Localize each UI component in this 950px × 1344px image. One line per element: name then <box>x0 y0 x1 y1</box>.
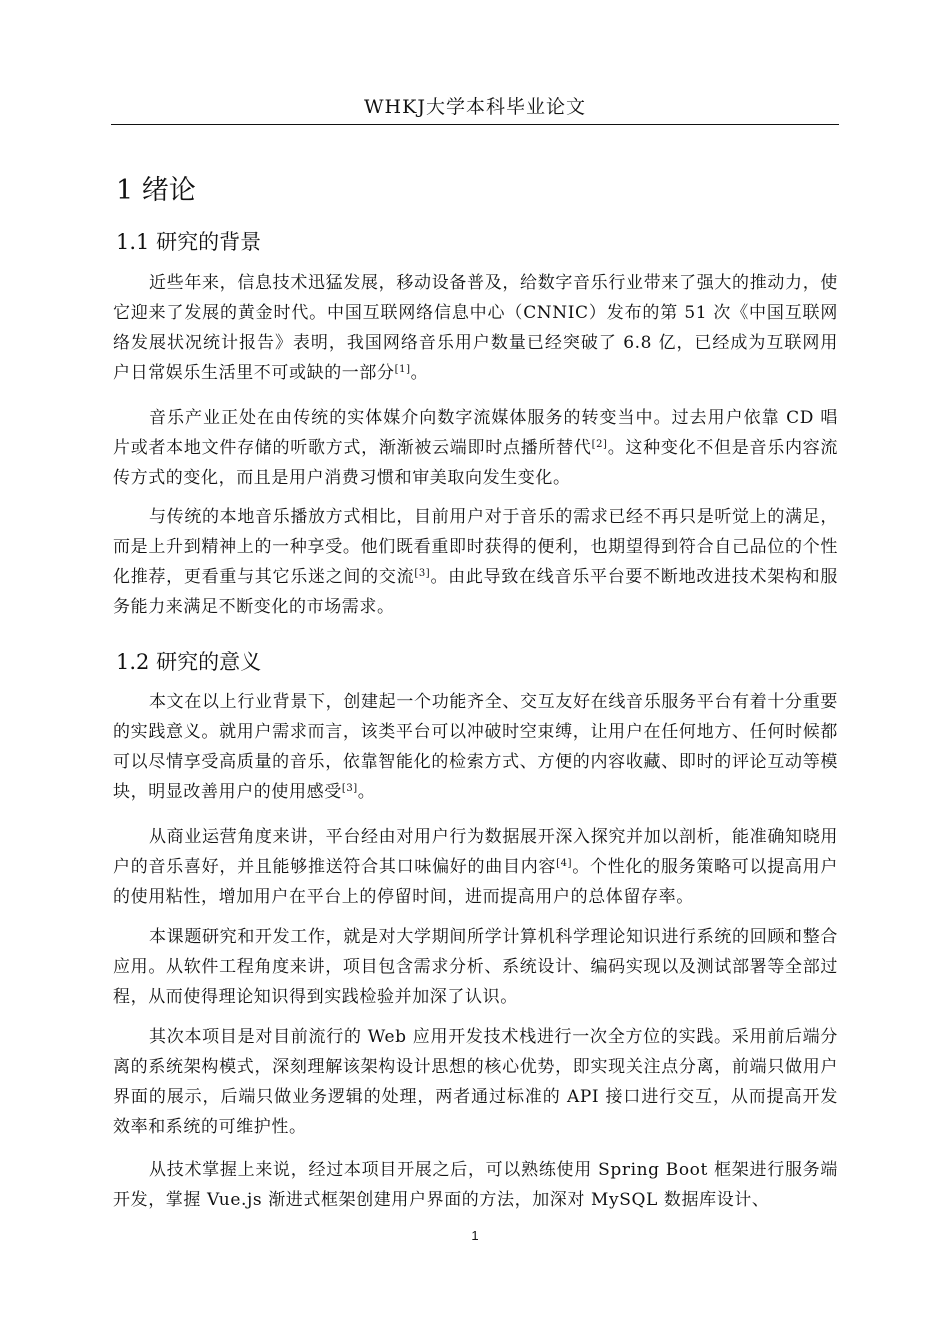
paragraph <box>113 687 838 807</box>
paragraph-tail: 。 <box>410 363 429 383</box>
running-header: WHKJ大学本科毕业论文 <box>364 96 586 118</box>
paragraph-text: 从技术掌握上来说，经过本项目开展之后，可以熟练使用 Spring Boot 框架进行服务端开发，掌握 Vue.js 渐进式框架创建用户界面的方法，加深对 MySQL 数据库设计、 <box>113 1160 838 1210</box>
section-title-1-1: 1.1 研究的背景 <box>116 230 262 254</box>
paragraph <box>113 502 838 622</box>
header-rule <box>111 124 839 125</box>
citation: [3] <box>414 568 431 579</box>
paragraph <box>113 1022 838 1142</box>
paragraph-text: 音乐产业正处在由传统的实体媒介向数字流媒体服务的转变当中。过去用户依靠 CD 唱片或者本地文件存储的听歌方式，渐渐被云端即时点播所替代 <box>113 408 838 458</box>
paragraph-tail: 。由此导致在线音乐平台要不断地改进技术架构和服务能力来满足不断变化的市场需求。 <box>113 567 838 617</box>
paragraph <box>113 403 838 493</box>
paragraph-text: 近些年来，信息技术迅猛发展，移动设备普及，给数字音乐行业带来了强大的推动力，使它迎来了发展的黄金时代。中国互联网络信息中心（CNNIC）发布的第 51 次《中国互联网络发展状况统计报告》表明，我国网络音乐用户数量已经突破了 6.8 亿，已经成为互联网用户日常娱乐生活里不可或缺的一部分 <box>113 273 838 383</box>
citation: [3] <box>341 783 358 794</box>
paragraph <box>113 1155 838 1215</box>
citation: [2] <box>591 439 608 450</box>
paragraph-text: 其次本项目是对目前流行的 Web 应用开发技术栈进行一次全方位的实践。采用前后端分离的系统架构模式，深刻理解该架构设计思想的核心优势，即实现关注点分离，前端只做用户界面的展示，后端只做业务逻辑的处理，两者通过标准的 API 接口进行交互，从而提高开发效率和系统的可维护性。 <box>113 1027 838 1137</box>
section-title-1-2: 1.2 研究的意义 <box>116 650 262 674</box>
paragraph-text: 从商业运营角度来讲，平台经由对用户行为数据展开深入探究并加以剖析，能准确知晓用户的音乐喜好，并且能够推送符合其口味偏好的曲目内容 <box>113 827 838 877</box>
page-number: 1 <box>471 1228 479 1243</box>
paragraph-text: 本课题研究和开发工作，就是对大学期间所学计算机科学理论知识进行系统的回顾和整合应用。从软件工程角度来讲，项目包含需求分析、系统设计、编码实现以及测试部署等全部过程，从而使得理论知识得到实践检验并加深了认识。 <box>113 927 838 1007</box>
paragraph-tail: 。这种变化不但是音乐内容流传方式的变化，而且是用户消费习惯和审美取向发生变化。 <box>113 438 838 488</box>
chapter-title: 1 绪论 <box>116 175 196 206</box>
paragraph <box>113 268 838 388</box>
paragraph <box>113 922 838 1012</box>
paragraph-tail: 。个性化的服务策略可以提高用户的使用粘性，增加用户在平台上的停留时间，进而提高用户的总体留存率。 <box>113 857 839 907</box>
paragraph-text: 与传统的本地音乐播放方式相比，目前用户对于音乐的需求已经不再只是听觉上的满足，而是上升到精神上的一种享受。他们既看重即时获得的便利，也期望得到符合自己品位的个性化推荐，更看重与其它乐迷之间的交流 <box>113 507 838 587</box>
citation: [4] <box>556 858 573 869</box>
citation: [1] <box>394 364 411 375</box>
paragraph-text: 本文在以上行业背景下，创建起一个功能齐全、交互友好在线音乐服务平台有着十分重要的实践意义。就用户需求而言，该类平台可以冲破时空束缚，让用户在任何地方、任何时候都可以尽情享受高质量的音乐，依靠智能化的检索方式、方便的内容收藏、即时的评论互动等模块，明显改善用户的使用感受 <box>113 692 838 802</box>
paragraph <box>113 822 838 912</box>
paragraph-tail: 。 <box>357 782 376 802</box>
